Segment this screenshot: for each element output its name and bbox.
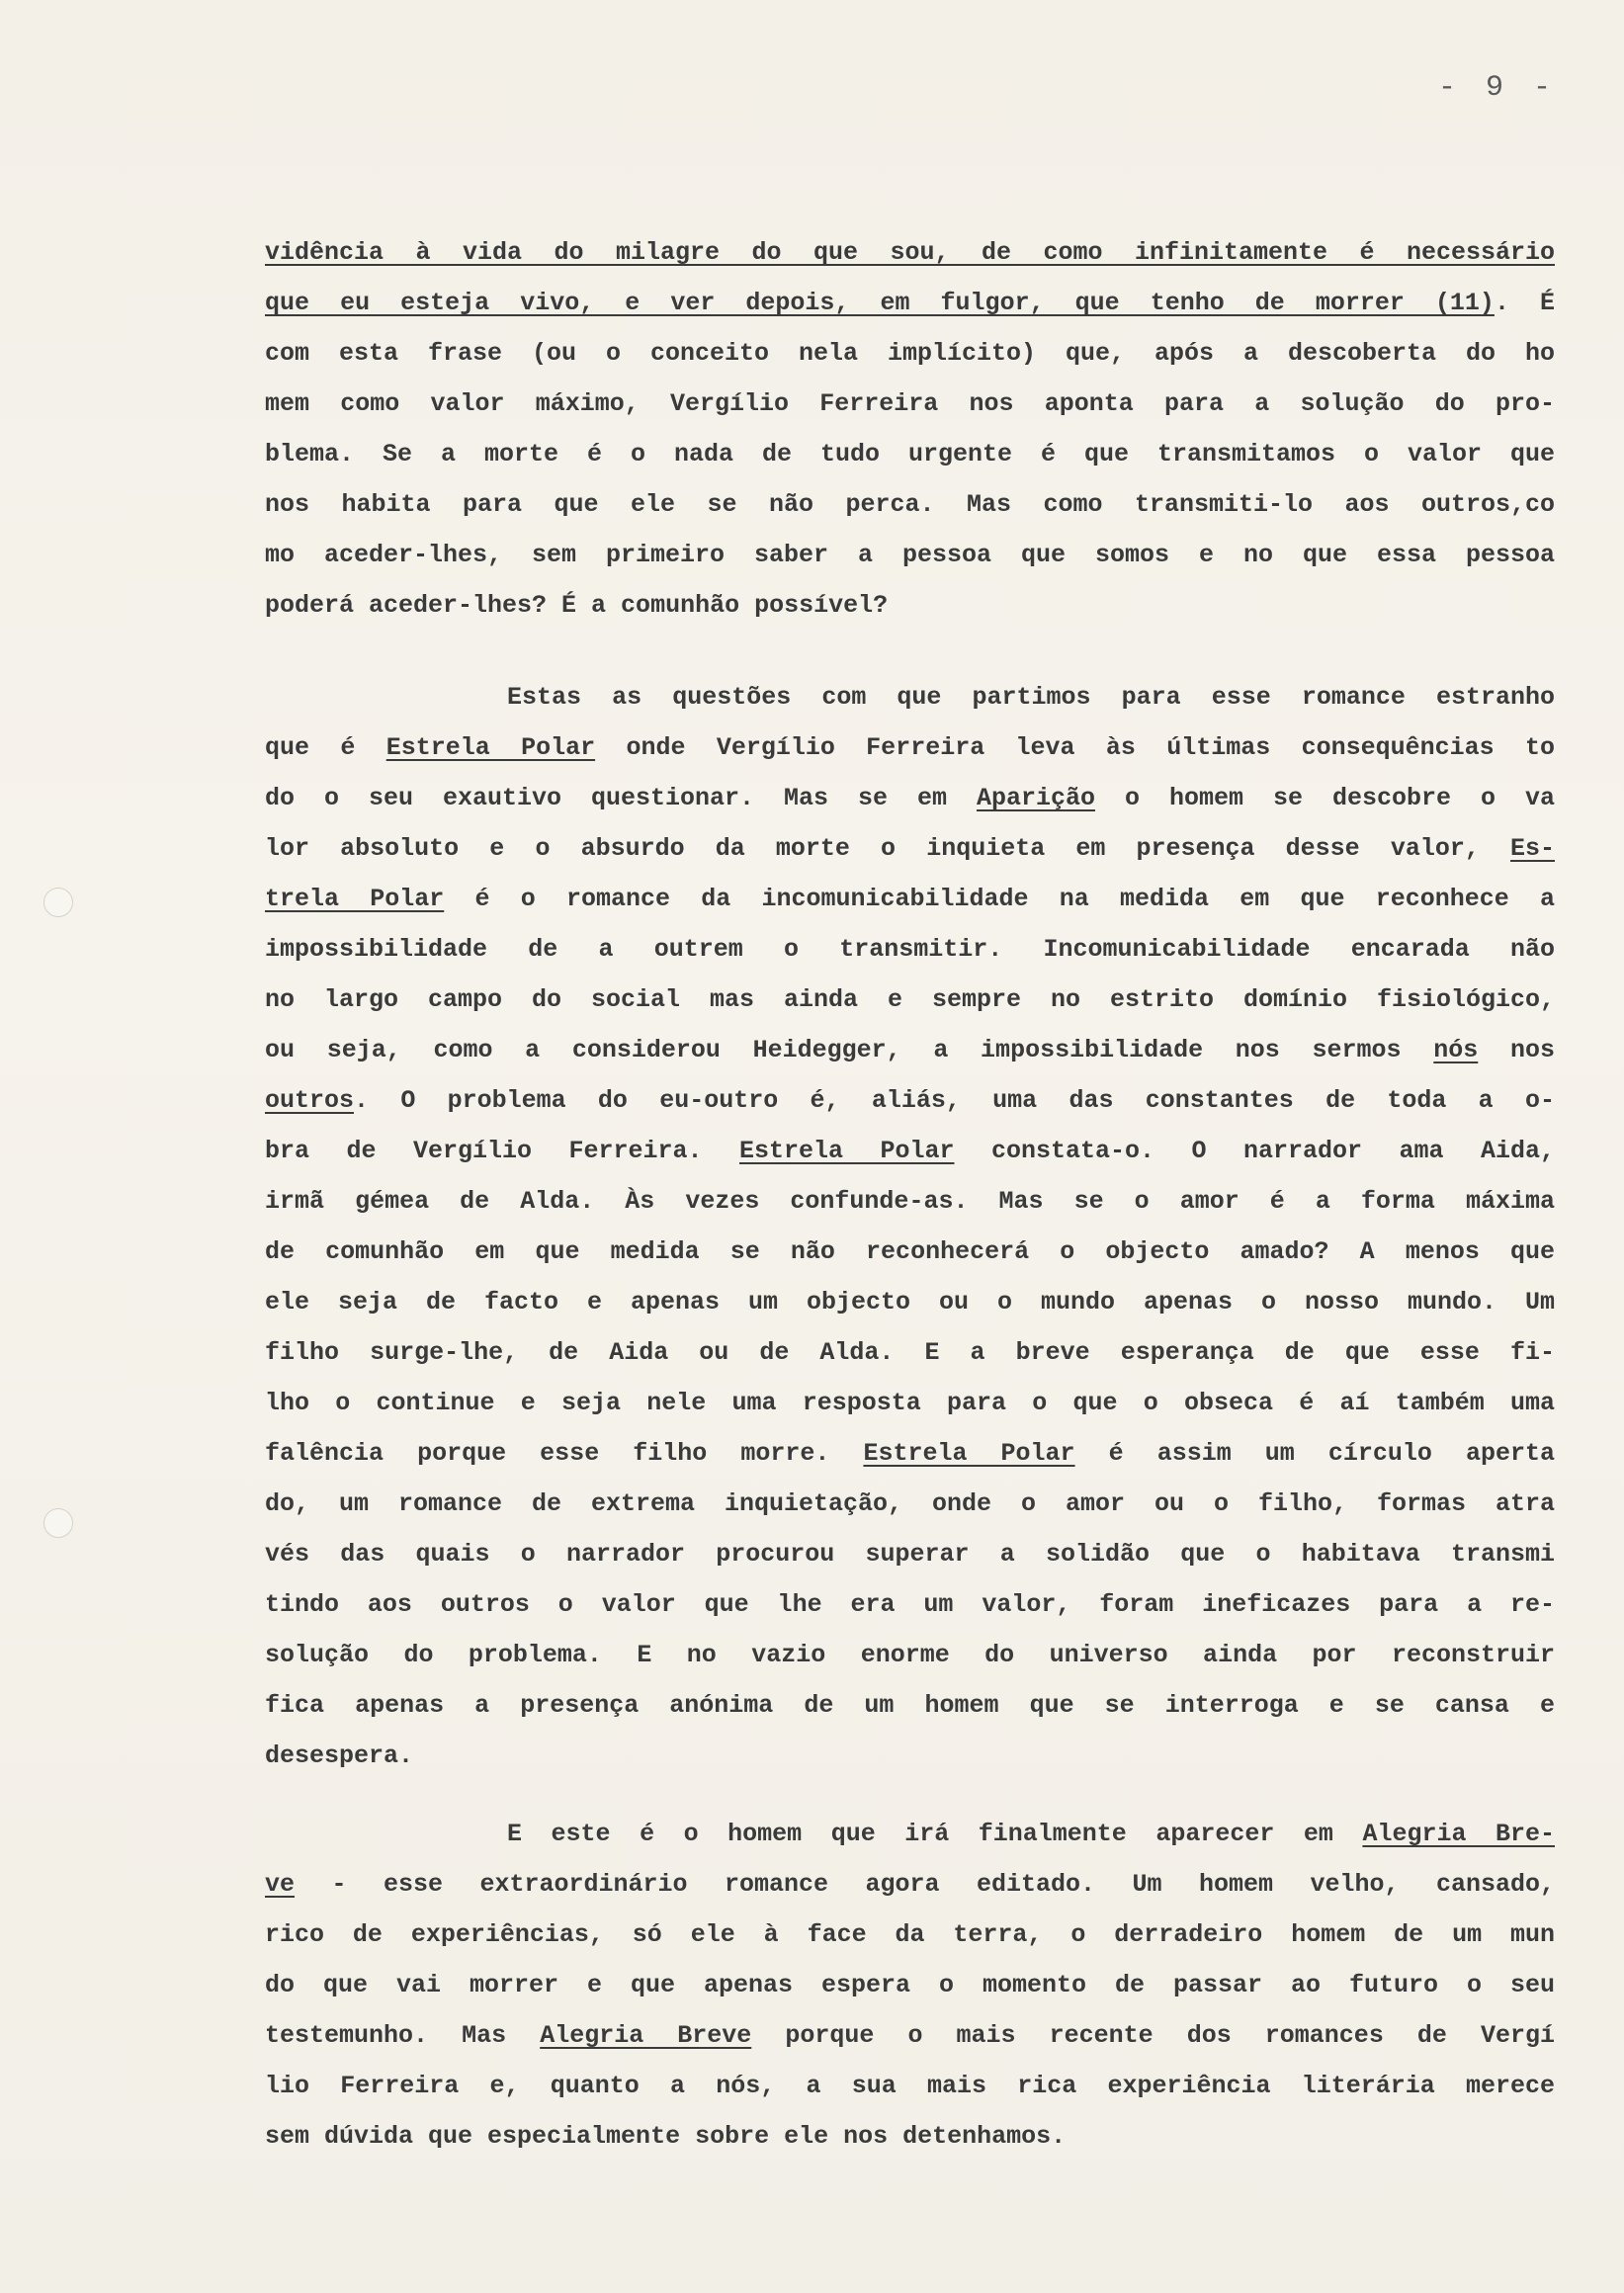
text-line [265, 1176, 1555, 1227]
text-segment: de comunhão em que medida se não reconhecerá o objecto amado? A menos que [265, 1237, 1555, 1266]
text-segment: mem como valor máximo, Vergílio Ferreira nos aponta para a solução do pro- [265, 389, 1555, 418]
text-line [265, 1428, 1555, 1479]
page-number: - 9 - [1437, 71, 1557, 105]
text-segment: - esse extraordinário romance agora editado. Um homem velho, cansado, [295, 1870, 1555, 1899]
underlined-text: Alegria Bre- [1362, 1820, 1555, 1848]
underlined-text: Estrela Polar [863, 1439, 1075, 1468]
text-line [265, 328, 1555, 379]
text-line [265, 429, 1555, 479]
text-segment: ele seja de facto e apenas um objecto ou o mundo apenas o nosso mundo. Um [265, 1288, 1555, 1316]
text-line [265, 1960, 1555, 2010]
punch-hole [43, 888, 73, 917]
text-line [265, 1579, 1555, 1630]
text-line [265, 1680, 1555, 1731]
text-line [265, 1378, 1555, 1428]
text-segment: bra de Vergílio Ferreira. [265, 1137, 739, 1165]
text-line [265, 530, 1555, 580]
text-line [265, 1630, 1555, 1680]
text-line [265, 924, 1555, 975]
text-segment: nos habita para que ele se não perca. Mas como transmiti-lo aos outros,co [265, 490, 1555, 519]
underlined-text: Aparição [976, 784, 1096, 812]
text-segment: do o seu exautivo questionar. Mas se em [265, 784, 977, 812]
text-segment: solução do problema. E no vazio enorme do universo ainda por reconstruir [265, 1641, 1555, 1669]
text-segment: mo aceder-lhes, sem primeiro saber a pessoa que somos e no que essa pessoa [265, 541, 1555, 569]
text-line [265, 1479, 1555, 1529]
text-line [265, 1277, 1555, 1327]
text-segment: E este é o homem que irá finalmente aparecer em [507, 1820, 1363, 1848]
text-line [265, 874, 1555, 924]
text-segment: testemunho. Mas [265, 2021, 541, 2050]
text-line [265, 227, 1555, 278]
text-segment: no largo campo do social mas ainda e sempre no estrito domínio fisiológico, [265, 985, 1555, 1014]
text-segment: é assim um círculo aperta [1074, 1439, 1555, 1468]
text-segment: porque o mais recente dos romances de Vergí [751, 2021, 1555, 2050]
text-line [265, 2061, 1555, 2111]
text-segment: onde Vergílio Ferreira leva às últimas consequências to [595, 733, 1556, 762]
text-segment: o homem se descobre o va [1095, 784, 1555, 812]
text-segment: falência porque esse filho morre. [265, 1439, 864, 1468]
text-line [265, 1809, 1555, 1859]
text-segment: lio Ferreira e, quanto a nós, a sua mais rica experiência literária merece [265, 2072, 1555, 2100]
text-line [265, 672, 1555, 722]
text-segment: . O problema do eu-outro é, aliás, uma das constantes de toda a o- [354, 1086, 1555, 1115]
text-segment: fica apenas a presença anónima de um homem que se interroga e se cansa e [265, 1691, 1555, 1720]
text-line [265, 975, 1555, 1025]
paragraph-2 [265, 672, 1555, 1781]
text-line [265, 722, 1555, 773]
text-line [265, 1731, 1555, 1781]
text-segment: sem dúvida que especialmente sobre ele nos detenhamos. [265, 2122, 1067, 2151]
underlined-text: nós [1433, 1036, 1479, 1064]
text-segment: lho o continue e seja nele uma resposta para o que o obseca é aí também uma [265, 1389, 1555, 1417]
text-segment: poderá aceder-lhes? É a comunhão possível? [265, 591, 889, 620]
text-segment: com esta frase (ou o conceito nela implícito) que, após a descoberta do ho [265, 339, 1555, 368]
underlined-text: outros [265, 1086, 355, 1115]
text-line [265, 278, 1555, 328]
text-segment: é o romance da incomunicabilidade na medida em que reconhece a [444, 885, 1555, 913]
underlined-text: que eu esteja vivo, e ver depois, em fulgor, que tenho de morrer (11) [265, 289, 1495, 317]
text-line [265, 823, 1555, 874]
text-line [265, 1227, 1555, 1277]
underlined-text: ve [265, 1870, 296, 1899]
text-line [265, 1075, 1555, 1126]
text-line [265, 2010, 1555, 2061]
text-segment: ou seja, como a considerou Heidegger, a impossibilidade nos sermos [265, 1036, 1434, 1064]
text-line [265, 479, 1555, 530]
punch-hole [43, 1508, 73, 1538]
text-segment: impossibilidade de a outrem o transmitir. Incomunicabilidade encarada não [265, 935, 1555, 964]
text-line [265, 1529, 1555, 1579]
text-segment: tindo aos outros o valor que lhe era um valor, foram ineficazes para a re- [265, 1590, 1555, 1619]
text-line [265, 1025, 1555, 1075]
text-segment: constata-o. O narrador ama Aida, [954, 1137, 1555, 1165]
text-line [265, 1126, 1555, 1176]
text-segment: nos [1478, 1036, 1555, 1064]
text-line [265, 580, 1555, 631]
text-segment: do que vai morrer e que apenas espera o momento de passar ao futuro o seu [265, 1971, 1555, 1999]
paragraph-1 [265, 227, 1555, 631]
text-segment: desespera. [265, 1741, 414, 1770]
text-segment: . É [1494, 289, 1556, 317]
text-segment: irmã gémea de Alda. Às vezes confunde-as. Mas se o amor é a forma máxima [265, 1187, 1555, 1216]
text-line [265, 1859, 1555, 1910]
paragraph-3 [265, 1809, 1555, 2162]
text-segment: rico de experiências, só ele à face da terra, o derradeiro homem de um mun [265, 1920, 1555, 1949]
underlined-text: trela Polar [265, 885, 445, 913]
text-segment: vés das quais o narrador procurou superar a solidão que o habitava transmi [265, 1540, 1555, 1569]
text-segment: lor absoluto e o absurdo da morte o inquieta em presença desse valor, [265, 834, 1510, 863]
underlined-text: Estrela Polar [738, 1137, 955, 1165]
text-segment: blema. Se a morte é o nada de tudo urgente é que transmitamos o valor que [265, 440, 1555, 468]
text-segment: Estas as questões com que partimos para esse romance estranho [507, 683, 1555, 712]
text-line [265, 379, 1555, 429]
text-line [265, 1327, 1555, 1378]
underlined-text: Estrela Polar [385, 733, 596, 762]
text-line [265, 2111, 1555, 2162]
text-segment: do, um romance de extrema inquietação, onde o amor ou o filho, formas atra [265, 1489, 1555, 1518]
text-segment: filho surge-lhe, de Aida ou de Alda. E a breve esperança de que esse fi- [265, 1338, 1555, 1367]
text-segment: que é [265, 733, 386, 762]
underlined-text: Es- [1509, 834, 1555, 863]
underlined-text: vidência à vida do milagre do que sou, de como infinitamente é necessário [265, 238, 1555, 267]
text-line [265, 1910, 1555, 1960]
text-line [265, 773, 1555, 823]
underlined-text: Alegria Breve [540, 2021, 752, 2050]
